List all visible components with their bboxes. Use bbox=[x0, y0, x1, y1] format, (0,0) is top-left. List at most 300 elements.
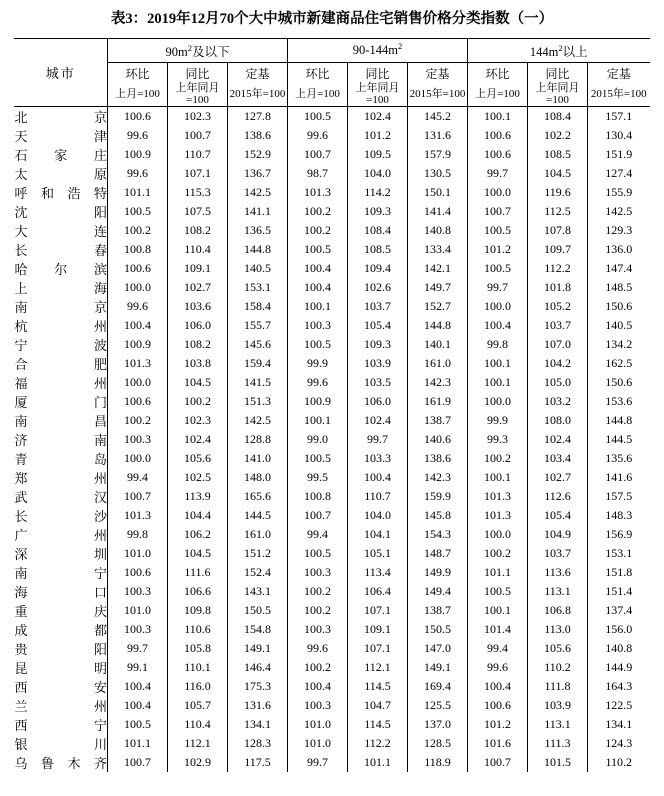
price-index-cell: 100.0 bbox=[468, 183, 528, 202]
column-header-city: 城市 bbox=[45, 66, 76, 82]
price-index-cell: 155.9 bbox=[588, 183, 650, 202]
table-row bbox=[14, 278, 649, 297]
price-index-cell: 101.0 bbox=[107, 544, 167, 563]
price-index-cell: 151.3 bbox=[227, 392, 287, 411]
price-index-cell: 103.3 bbox=[348, 449, 408, 468]
price-index-cell: 138.6 bbox=[227, 126, 287, 145]
price-index-cell: 104.5 bbox=[528, 164, 588, 183]
price-index-cell: 106.8 bbox=[528, 601, 588, 620]
price-index-cell: 101.3 bbox=[468, 487, 528, 506]
basis-small-base: 2015年=100 bbox=[227, 83, 287, 107]
basis-small-yoy-line1: 上年同月 bbox=[175, 82, 220, 95]
price-index-cell: 101.2 bbox=[468, 240, 528, 259]
price-index-cell: 152.9 bbox=[227, 145, 287, 164]
price-index-cell: 100.9 bbox=[107, 145, 167, 164]
price-index-cell: 101.8 bbox=[528, 278, 588, 297]
price-index-cell: 107.8 bbox=[528, 221, 588, 240]
price-index-cell: 143.1 bbox=[227, 582, 287, 601]
city-name: 兰州 bbox=[14, 699, 107, 715]
price-index-cell: 102.9 bbox=[167, 753, 227, 772]
price-index-cell: 133.4 bbox=[408, 240, 468, 259]
price-index-cell: 99.6 bbox=[288, 373, 348, 392]
basis-medium-mom: 上月=100 bbox=[288, 83, 348, 107]
price-index-cell: 101.1 bbox=[468, 563, 528, 582]
price-index-cell: 110.4 bbox=[167, 715, 227, 734]
price-index-cell: 100.3 bbox=[107, 582, 167, 601]
price-index-cell: 147.0 bbox=[408, 639, 468, 658]
price-index-cell: 102.3 bbox=[167, 107, 227, 127]
price-index-cell: 114.2 bbox=[348, 183, 408, 202]
price-index-cell: 109.5 bbox=[348, 145, 408, 164]
table-row bbox=[14, 259, 649, 278]
price-index-cell: 99.7 bbox=[348, 430, 408, 449]
table-row bbox=[14, 715, 649, 734]
price-index-cell: 150.6 bbox=[588, 297, 650, 316]
price-index-cell: 103.4 bbox=[528, 449, 588, 468]
price-index-cell: 141.1 bbox=[227, 202, 287, 221]
price-index-cell: 161.0 bbox=[227, 525, 287, 544]
price-index-cell: 149.1 bbox=[408, 658, 468, 677]
price-index-cell: 100.0 bbox=[107, 449, 167, 468]
table-header bbox=[14, 39, 649, 107]
price-index-cell: 158.4 bbox=[227, 297, 287, 316]
price-index-cell: 109.7 bbox=[528, 240, 588, 259]
subheader-small-yoy: 同比 bbox=[167, 63, 227, 84]
price-index-cell: 105.8 bbox=[167, 639, 227, 658]
price-index-cell: 112.1 bbox=[348, 658, 408, 677]
price-index-cell: 110.2 bbox=[528, 658, 588, 677]
price-index-cell: 102.7 bbox=[528, 468, 588, 487]
price-index-cell: 100.1 bbox=[468, 107, 528, 127]
price-index-cell: 113.4 bbox=[348, 563, 408, 582]
price-index-cell: 99.6 bbox=[468, 658, 528, 677]
city-name: 济南 bbox=[14, 433, 107, 449]
basis-large-yoy-line1: 上年同月 bbox=[535, 82, 580, 95]
city-name: 厦门 bbox=[14, 395, 107, 411]
price-index-cell: 99.7 bbox=[107, 639, 167, 658]
price-index-cell: 110.1 bbox=[167, 658, 227, 677]
price-index-cell: 144.8 bbox=[408, 316, 468, 335]
price-index-cell: 125.5 bbox=[408, 696, 468, 715]
price-index-cell: 102.2 bbox=[528, 126, 588, 145]
city-name: 银川 bbox=[14, 737, 107, 753]
city-name: 昆明 bbox=[14, 661, 107, 677]
price-index-cell: 149.4 bbox=[408, 582, 468, 601]
price-index-cell: 103.6 bbox=[167, 297, 227, 316]
price-index-cell: 149.9 bbox=[408, 563, 468, 582]
price-index-cell: 100.3 bbox=[107, 430, 167, 449]
city-name: 北京 bbox=[14, 110, 107, 126]
price-index-cell: 142.3 bbox=[408, 373, 468, 392]
table-row bbox=[14, 392, 649, 411]
table-row bbox=[14, 601, 649, 620]
price-index-cell: 102.3 bbox=[167, 411, 227, 430]
price-index-cell: 154.8 bbox=[227, 620, 287, 639]
price-index-cell: 113.1 bbox=[528, 582, 588, 601]
price-index-cell: 101.0 bbox=[107, 601, 167, 620]
price-index-cell: 103.2 bbox=[528, 392, 588, 411]
price-index-cell: 100.0 bbox=[468, 392, 528, 411]
price-index-cell: 109.1 bbox=[348, 620, 408, 639]
price-index-cell: 110.6 bbox=[167, 620, 227, 639]
price-index-cell: 100.6 bbox=[107, 107, 167, 127]
price-index-cell: 100.4 bbox=[468, 677, 528, 696]
price-index-cell: 141.4 bbox=[408, 202, 468, 221]
city-name: 郑州 bbox=[14, 471, 107, 487]
price-index-cell: 100.4 bbox=[288, 278, 348, 297]
price-index-cell: 100.4 bbox=[288, 259, 348, 278]
price-index-cell: 144.5 bbox=[227, 506, 287, 525]
price-index-cell: 128.3 bbox=[227, 734, 287, 753]
price-index-cell: 107.0 bbox=[528, 335, 588, 354]
price-index-cell: 103.7 bbox=[528, 544, 588, 563]
price-index-cell: 104.9 bbox=[528, 525, 588, 544]
table-row bbox=[14, 696, 649, 715]
price-index-cell: 98.7 bbox=[288, 164, 348, 183]
price-index-cell: 101.5 bbox=[528, 753, 588, 772]
price-index-cell: 100.5 bbox=[288, 335, 348, 354]
price-index-cell: 99.6 bbox=[107, 126, 167, 145]
price-index-cell: 100.4 bbox=[348, 468, 408, 487]
subheader-medium-base: 定基 bbox=[408, 63, 468, 84]
price-index-cell: 100.4 bbox=[288, 677, 348, 696]
price-index-cell: 100.1 bbox=[468, 354, 528, 373]
table-row bbox=[14, 753, 649, 772]
price-index-cell: 104.7 bbox=[348, 696, 408, 715]
price-index-cell: 100.9 bbox=[288, 392, 348, 411]
price-index-cell: 99.4 bbox=[107, 468, 167, 487]
price-index-cell: 99.6 bbox=[107, 297, 167, 316]
table-row bbox=[14, 107, 649, 127]
price-index-cell: 150.5 bbox=[408, 620, 468, 639]
price-index-cell: 145.8 bbox=[408, 506, 468, 525]
price-index-cell: 100.1 bbox=[288, 297, 348, 316]
basis-small-mom: 上月=100 bbox=[107, 83, 167, 107]
price-index-cell: 103.7 bbox=[348, 297, 408, 316]
price-index-cell: 102.4 bbox=[167, 430, 227, 449]
price-index-cell: 110.2 bbox=[588, 753, 650, 772]
city-name: 上海 bbox=[14, 281, 107, 297]
price-index-cell: 103.7 bbox=[528, 316, 588, 335]
price-index-cell: 114.5 bbox=[348, 715, 408, 734]
page-title: 表3：2019年12月70个大中城市新建商品住宅销售价格分类指数（一） bbox=[110, 11, 554, 27]
price-index-cell: 104.5 bbox=[167, 373, 227, 392]
price-index-cell: 113.1 bbox=[528, 715, 588, 734]
price-index-cell: 144.8 bbox=[588, 411, 650, 430]
city-name: 青岛 bbox=[14, 452, 107, 468]
table-row bbox=[14, 354, 649, 373]
price-index-cell: 128.5 bbox=[408, 734, 468, 753]
price-index-cell: 165.6 bbox=[227, 487, 287, 506]
price-index-cell: 144.8 bbox=[227, 240, 287, 259]
price-index-cell: 137.0 bbox=[408, 715, 468, 734]
subheader-small-base: 定基 bbox=[227, 63, 287, 84]
price-index-cell: 130.4 bbox=[588, 126, 650, 145]
price-index-cell: 109.4 bbox=[348, 259, 408, 278]
price-index-cell: 151.8 bbox=[588, 563, 650, 582]
price-index-cell: 161.9 bbox=[408, 392, 468, 411]
table-row bbox=[14, 449, 649, 468]
price-index-cell: 102.6 bbox=[348, 278, 408, 297]
price-index-cell: 105.6 bbox=[528, 639, 588, 658]
price-index-cell: 147.4 bbox=[588, 259, 650, 278]
table-row bbox=[14, 487, 649, 506]
price-index-cell: 101.3 bbox=[107, 506, 167, 525]
price-index-cell: 110.7 bbox=[167, 145, 227, 164]
price-index-cell: 101.6 bbox=[468, 734, 528, 753]
city-name: 贵阳 bbox=[14, 642, 107, 658]
price-index-cell: 169.4 bbox=[408, 677, 468, 696]
price-index-cell: 99.3 bbox=[468, 430, 528, 449]
price-index-cell: 131.6 bbox=[227, 696, 287, 715]
price-index-cell: 100.7 bbox=[288, 506, 348, 525]
price-index-cell: 142.5 bbox=[227, 411, 287, 430]
table-row bbox=[14, 468, 649, 487]
price-index-cell: 109.8 bbox=[167, 601, 227, 620]
table-row bbox=[14, 620, 649, 639]
group-label-small-tail: 及以下 bbox=[191, 44, 230, 59]
price-index-cell: 161.0 bbox=[408, 354, 468, 373]
price-index-cell: 100.2 bbox=[107, 411, 167, 430]
city-name: 深圳 bbox=[14, 547, 107, 563]
price-index-cell: 108.0 bbox=[528, 411, 588, 430]
price-index-cell: 108.2 bbox=[167, 221, 227, 240]
price-index-cell: 142.5 bbox=[227, 183, 287, 202]
price-index-cell: 155.7 bbox=[227, 316, 287, 335]
city-name: 成都 bbox=[14, 623, 107, 639]
city-name: 杭州 bbox=[14, 319, 107, 335]
price-index-cell: 131.6 bbox=[408, 126, 468, 145]
city-name: 长沙 bbox=[14, 509, 107, 525]
table-row bbox=[14, 639, 649, 658]
price-index-cell: 142.5 bbox=[588, 202, 650, 221]
price-index-cell: 148.0 bbox=[227, 468, 287, 487]
price-index-cell: 101.3 bbox=[107, 354, 167, 373]
price-index-cell: 100.5 bbox=[288, 449, 348, 468]
price-index-cell: 105.7 bbox=[167, 696, 227, 715]
price-index-cell: 100.2 bbox=[288, 221, 348, 240]
price-index-cell: 113.6 bbox=[528, 563, 588, 582]
price-index-cell: 99.6 bbox=[107, 164, 167, 183]
price-index-cell: 101.0 bbox=[288, 734, 348, 753]
price-index-cell: 142.1 bbox=[408, 259, 468, 278]
price-index-cell: 100.7 bbox=[288, 145, 348, 164]
city-name: 呼和浩特 bbox=[14, 186, 107, 202]
group-header-medium bbox=[288, 39, 468, 63]
price-index-cell: 102.4 bbox=[348, 107, 408, 127]
price-index-cell: 102.4 bbox=[348, 411, 408, 430]
price-index-cell: 101.2 bbox=[468, 715, 528, 734]
price-index-cell: 106.0 bbox=[348, 392, 408, 411]
price-index-cell: 106.6 bbox=[167, 582, 227, 601]
price-index-cell: 153.1 bbox=[227, 278, 287, 297]
price-index-cell: 135.6 bbox=[588, 449, 650, 468]
city-name: 沈阳 bbox=[14, 205, 107, 221]
group-label-small-base: 90m bbox=[165, 44, 188, 59]
table-row bbox=[14, 221, 649, 240]
price-index-cell: 99.7 bbox=[288, 753, 348, 772]
price-index-cell: 100.3 bbox=[107, 620, 167, 639]
city-name: 大连 bbox=[14, 224, 107, 240]
price-index-cell: 108.4 bbox=[528, 107, 588, 127]
price-index-cell: 99.8 bbox=[468, 335, 528, 354]
price-index-cell: 100.5 bbox=[288, 240, 348, 259]
price-index-cell: 102.4 bbox=[528, 430, 588, 449]
city-name: 南宁 bbox=[14, 566, 107, 582]
price-index-cell: 112.5 bbox=[528, 202, 588, 221]
basis-large-yoy-line2: =100 bbox=[546, 93, 569, 106]
price-index-cell: 106.0 bbox=[167, 316, 227, 335]
price-index-cell: 100.1 bbox=[468, 468, 528, 487]
table-row bbox=[14, 563, 649, 582]
price-index-cell: 142.3 bbox=[408, 468, 468, 487]
price-index-cell: 124.3 bbox=[588, 734, 650, 753]
price-index-cell: 105.0 bbox=[528, 373, 588, 392]
price-index-cell: 140.8 bbox=[588, 639, 650, 658]
price-index-cell: 103.8 bbox=[167, 354, 227, 373]
price-index-cell: 109.3 bbox=[348, 335, 408, 354]
price-index-cell: 100.6 bbox=[107, 563, 167, 582]
price-index-cell: 100.0 bbox=[468, 297, 528, 316]
price-index-cell: 150.6 bbox=[588, 373, 650, 392]
price-index-cell: 109.1 bbox=[167, 259, 227, 278]
price-index-cell: 100.6 bbox=[107, 392, 167, 411]
table-row bbox=[14, 544, 649, 563]
price-index-cell: 99.7 bbox=[468, 278, 528, 297]
city-name: 太原 bbox=[14, 167, 107, 183]
city-name: 天津 bbox=[14, 129, 107, 145]
price-index-cell: 148.7 bbox=[408, 544, 468, 563]
price-index-cell: 99.6 bbox=[288, 639, 348, 658]
city-name: 石家庄 bbox=[14, 148, 107, 164]
price-index-cell: 106.2 bbox=[167, 525, 227, 544]
price-index-cell: 99.5 bbox=[288, 468, 348, 487]
price-index-cell: 108.2 bbox=[167, 335, 227, 354]
price-index-cell: 150.1 bbox=[408, 183, 468, 202]
price-index-cell: 105.6 bbox=[167, 449, 227, 468]
price-index-cell: 104.0 bbox=[348, 164, 408, 183]
price-index-cell: 141.6 bbox=[588, 468, 650, 487]
price-index-cell: 106.4 bbox=[348, 582, 408, 601]
price-index-cell: 134.1 bbox=[227, 715, 287, 734]
price-index-cell: 117.5 bbox=[227, 753, 287, 772]
city-name: 广州 bbox=[14, 528, 107, 544]
price-index-cell: 100.5 bbox=[288, 544, 348, 563]
price-index-cell: 152.4 bbox=[227, 563, 287, 582]
table-row bbox=[14, 335, 649, 354]
basis-small-yoy bbox=[167, 83, 227, 107]
price-index-cell: 100.7 bbox=[107, 487, 167, 506]
price-index-cell: 100.6 bbox=[107, 259, 167, 278]
price-index-cell: 100.6 bbox=[468, 696, 528, 715]
price-index-cell: 100.5 bbox=[468, 259, 528, 278]
price-index-cell: 145.6 bbox=[227, 335, 287, 354]
price-index-cell: 101.4 bbox=[468, 620, 528, 639]
city-name: 乌鲁木齐 bbox=[14, 756, 107, 772]
group-header-large bbox=[468, 39, 650, 63]
city-name: 重庆 bbox=[14, 604, 107, 620]
price-index-cell: 111.8 bbox=[528, 677, 588, 696]
price-index-cell: 100.8 bbox=[107, 240, 167, 259]
subheader-small-mom: 环比 bbox=[107, 63, 167, 84]
price-index-cell: 152.7 bbox=[408, 297, 468, 316]
price-index-cell: 100.6 bbox=[468, 126, 528, 145]
city-name: 福州 bbox=[14, 376, 107, 392]
table-row bbox=[14, 506, 649, 525]
price-index-cell: 100.8 bbox=[288, 487, 348, 506]
price-index-cell: 153.6 bbox=[588, 392, 650, 411]
price-index-cell: 108.4 bbox=[348, 221, 408, 240]
price-index-cell: 107.1 bbox=[167, 164, 227, 183]
price-index-cell: 111.3 bbox=[528, 734, 588, 753]
price-index-cell: 111.6 bbox=[167, 563, 227, 582]
header-row-groups bbox=[14, 39, 649, 63]
price-index-cell: 105.4 bbox=[528, 506, 588, 525]
price-index-cell: 105.4 bbox=[348, 316, 408, 335]
city-name: 合肥 bbox=[14, 357, 107, 373]
table-row bbox=[14, 582, 649, 601]
table-row bbox=[14, 202, 649, 221]
price-index-cell: 109.3 bbox=[348, 202, 408, 221]
group-label-large-base: 144m bbox=[529, 44, 559, 59]
price-index-cell: 100.2 bbox=[288, 202, 348, 221]
price-index-cell: 138.7 bbox=[408, 411, 468, 430]
price-index-cell: 148.5 bbox=[588, 278, 650, 297]
price-index-cell: 100.1 bbox=[468, 373, 528, 392]
price-index-cell: 107.5 bbox=[167, 202, 227, 221]
price-index-cell: 140.1 bbox=[408, 335, 468, 354]
price-index-cell: 100.4 bbox=[107, 316, 167, 335]
price-index-cell: 100.4 bbox=[107, 696, 167, 715]
price-index-cell: 141.5 bbox=[227, 373, 287, 392]
price-index-cell: 100.3 bbox=[288, 696, 348, 715]
price-index-cell: 100.5 bbox=[468, 221, 528, 240]
basis-large-yoy bbox=[528, 83, 588, 107]
city-name: 长春 bbox=[14, 243, 107, 259]
price-index-cell: 129.3 bbox=[588, 221, 650, 240]
price-index-cell: 151.9 bbox=[588, 145, 650, 164]
price-index-cell: 127.8 bbox=[227, 107, 287, 127]
price-index-cell: 100.4 bbox=[468, 316, 528, 335]
price-index-cell: 101.2 bbox=[348, 126, 408, 145]
price-index-cell: 116.0 bbox=[167, 677, 227, 696]
table-row bbox=[14, 183, 649, 202]
price-index-cell: 100.1 bbox=[468, 601, 528, 620]
price-index-cell: 100.2 bbox=[107, 221, 167, 240]
price-index-cell: 149.1 bbox=[227, 639, 287, 658]
group-header-small bbox=[107, 39, 287, 63]
price-index-cell: 100.7 bbox=[468, 202, 528, 221]
price-index-cell: 100.2 bbox=[288, 658, 348, 677]
price-index-cell: 151.4 bbox=[588, 582, 650, 601]
price-index-cell: 162.5 bbox=[588, 354, 650, 373]
price-index-cell: 103.9 bbox=[348, 354, 408, 373]
city-name: 宁波 bbox=[14, 338, 107, 354]
price-index-cell: 100.5 bbox=[107, 715, 167, 734]
price-index-cell: 103.9 bbox=[528, 696, 588, 715]
table-row bbox=[14, 734, 649, 753]
price-index-cell: 175.3 bbox=[227, 677, 287, 696]
price-index-cell: 101.3 bbox=[288, 183, 348, 202]
basis-small-yoy-line2: =100 bbox=[186, 93, 209, 106]
group-label-small-sup: 2 bbox=[187, 42, 192, 53]
price-index-cell: 100.2 bbox=[468, 544, 528, 563]
group-label-medium-base: 90-144m bbox=[352, 43, 398, 58]
price-index-cell: 99.6 bbox=[288, 126, 348, 145]
price-index-cell: 136.7 bbox=[227, 164, 287, 183]
price-index-cell: 99.9 bbox=[468, 411, 528, 430]
price-index-cell: 100.3 bbox=[288, 620, 348, 639]
